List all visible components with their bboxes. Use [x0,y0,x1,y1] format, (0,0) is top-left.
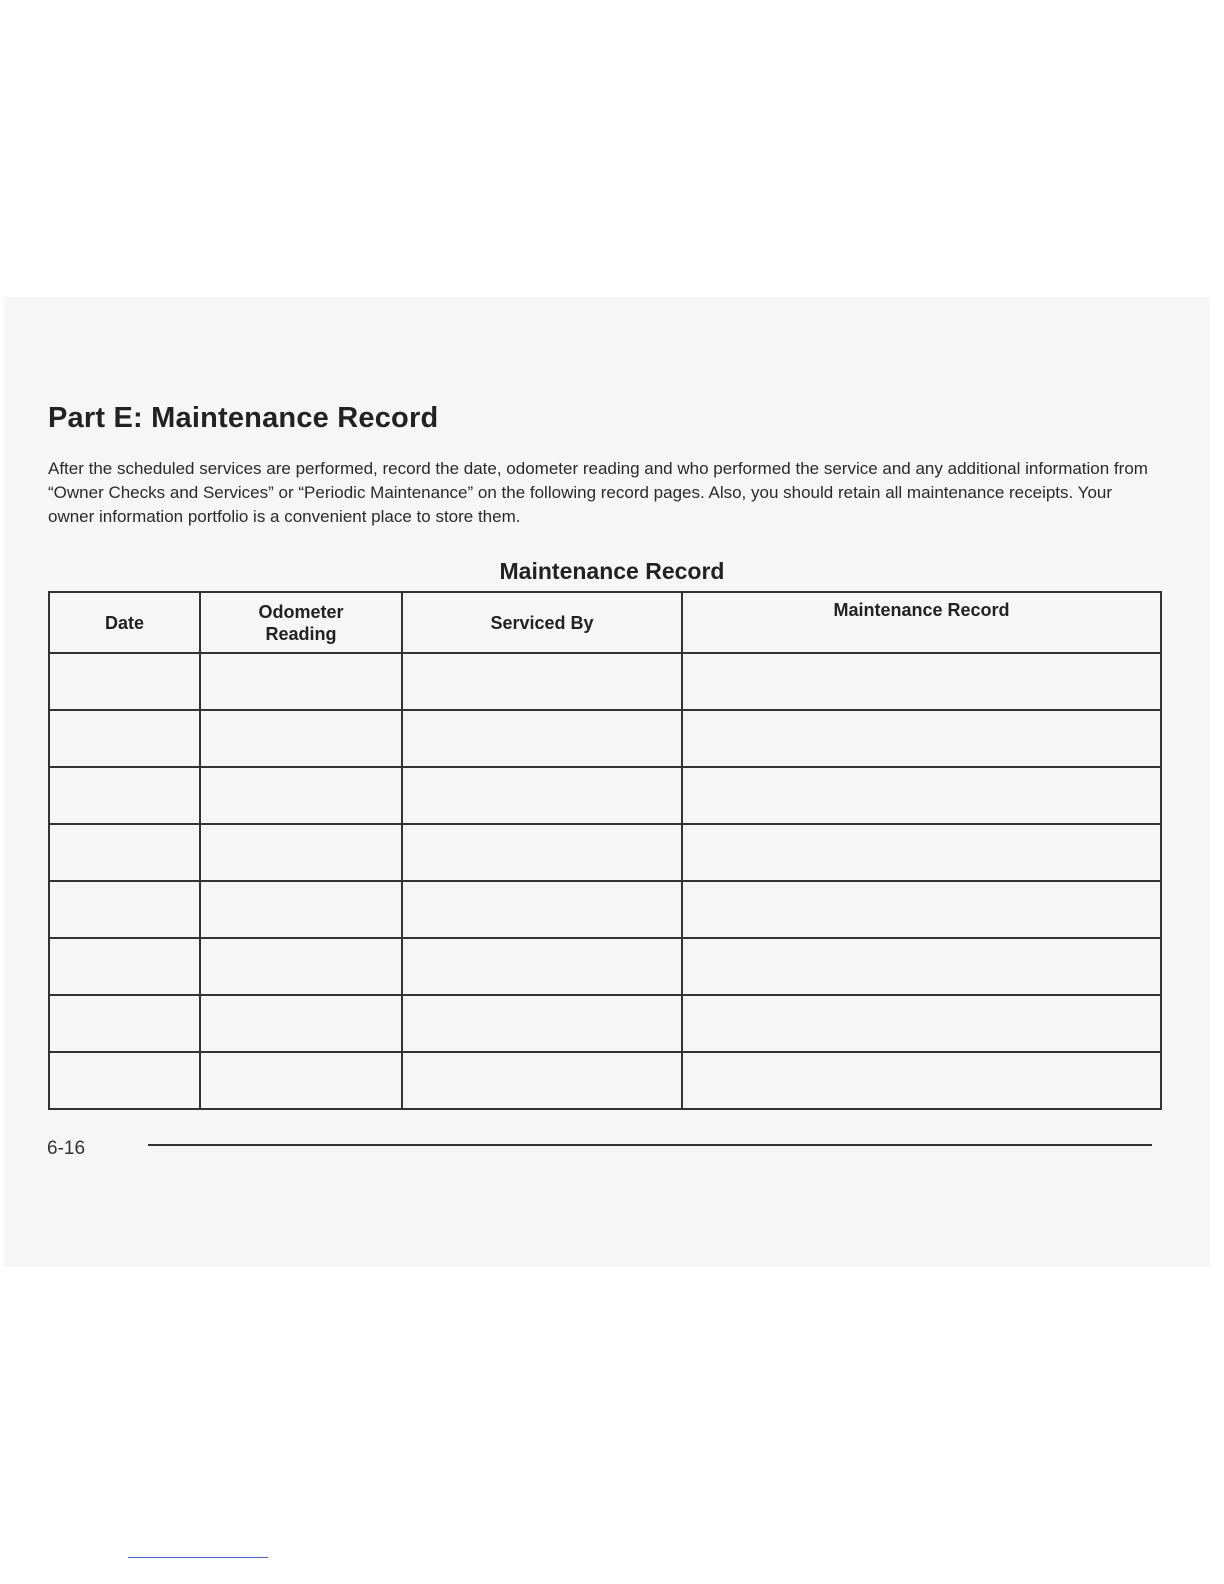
bottom-divider [128,1557,268,1558]
serviced-by-cell [402,710,682,767]
maintenance-cell [682,1052,1161,1109]
date-cell [49,653,200,710]
table-body [49,653,1161,1109]
odometer-cell [200,824,402,881]
odometer-cell [200,653,402,710]
date-cell [49,881,200,938]
footer-rule [148,1144,1152,1146]
table-row [49,710,1161,767]
serviced-by-cell [402,1052,682,1109]
serviced-by-cell [402,881,682,938]
date-cell [49,767,200,824]
column-header-date: Date [49,592,200,653]
maintenance-cell [682,767,1161,824]
date-cell [49,1052,200,1109]
maintenance-cell [682,881,1161,938]
date-cell [49,938,200,995]
date-cell [49,995,200,1052]
column-header-odometer [200,592,402,653]
date-cell [49,710,200,767]
serviced-by-cell [402,767,682,824]
maintenance-cell [682,710,1161,767]
table-row [49,653,1161,710]
odometer-cell [200,995,402,1052]
page-title: Part E: Maintenance Record [48,402,439,434]
odometer-header-line2: Reading [265,623,337,644]
maintenance-cell [682,995,1161,1052]
column-header-serviced-by: Serviced By [402,592,682,653]
table-title: Maintenance Record [499,558,725,584]
column-header-maintenance-record: Maintenance Record [682,592,1161,653]
maintenance-cell [682,653,1161,710]
maintenance-cell [682,824,1161,881]
table-row [49,824,1161,881]
table-row [49,1052,1161,1109]
page-number: 6-16 [47,1138,86,1159]
odometer-cell [200,1052,402,1109]
maintenance-record-table [48,591,1162,1110]
table-header-row [49,592,1161,653]
table-row [49,767,1161,824]
serviced-by-cell [402,824,682,881]
table-row [49,938,1161,995]
serviced-by-cell [402,653,682,710]
serviced-by-cell [402,995,682,1052]
date-cell [49,824,200,881]
serviced-by-cell [402,938,682,995]
table-row [49,995,1161,1052]
odometer-cell [200,710,402,767]
table-row [49,881,1161,938]
odometer-cell [200,938,402,995]
odometer-header-line1: Odometer [258,601,344,622]
intro-paragraph: After the scheduled services are performed, record the date, odometer reading and who performed the service and any additional information from “Owner Checks and Services” or “Periodic Maintenance” on the following record pages. Also, you should retain all maintenance receipts. Your owner information portfolio is a convenient place to store them. [48,459,1148,526]
odometer-cell [200,767,402,824]
maintenance-cell [682,938,1161,995]
odometer-cell [200,881,402,938]
